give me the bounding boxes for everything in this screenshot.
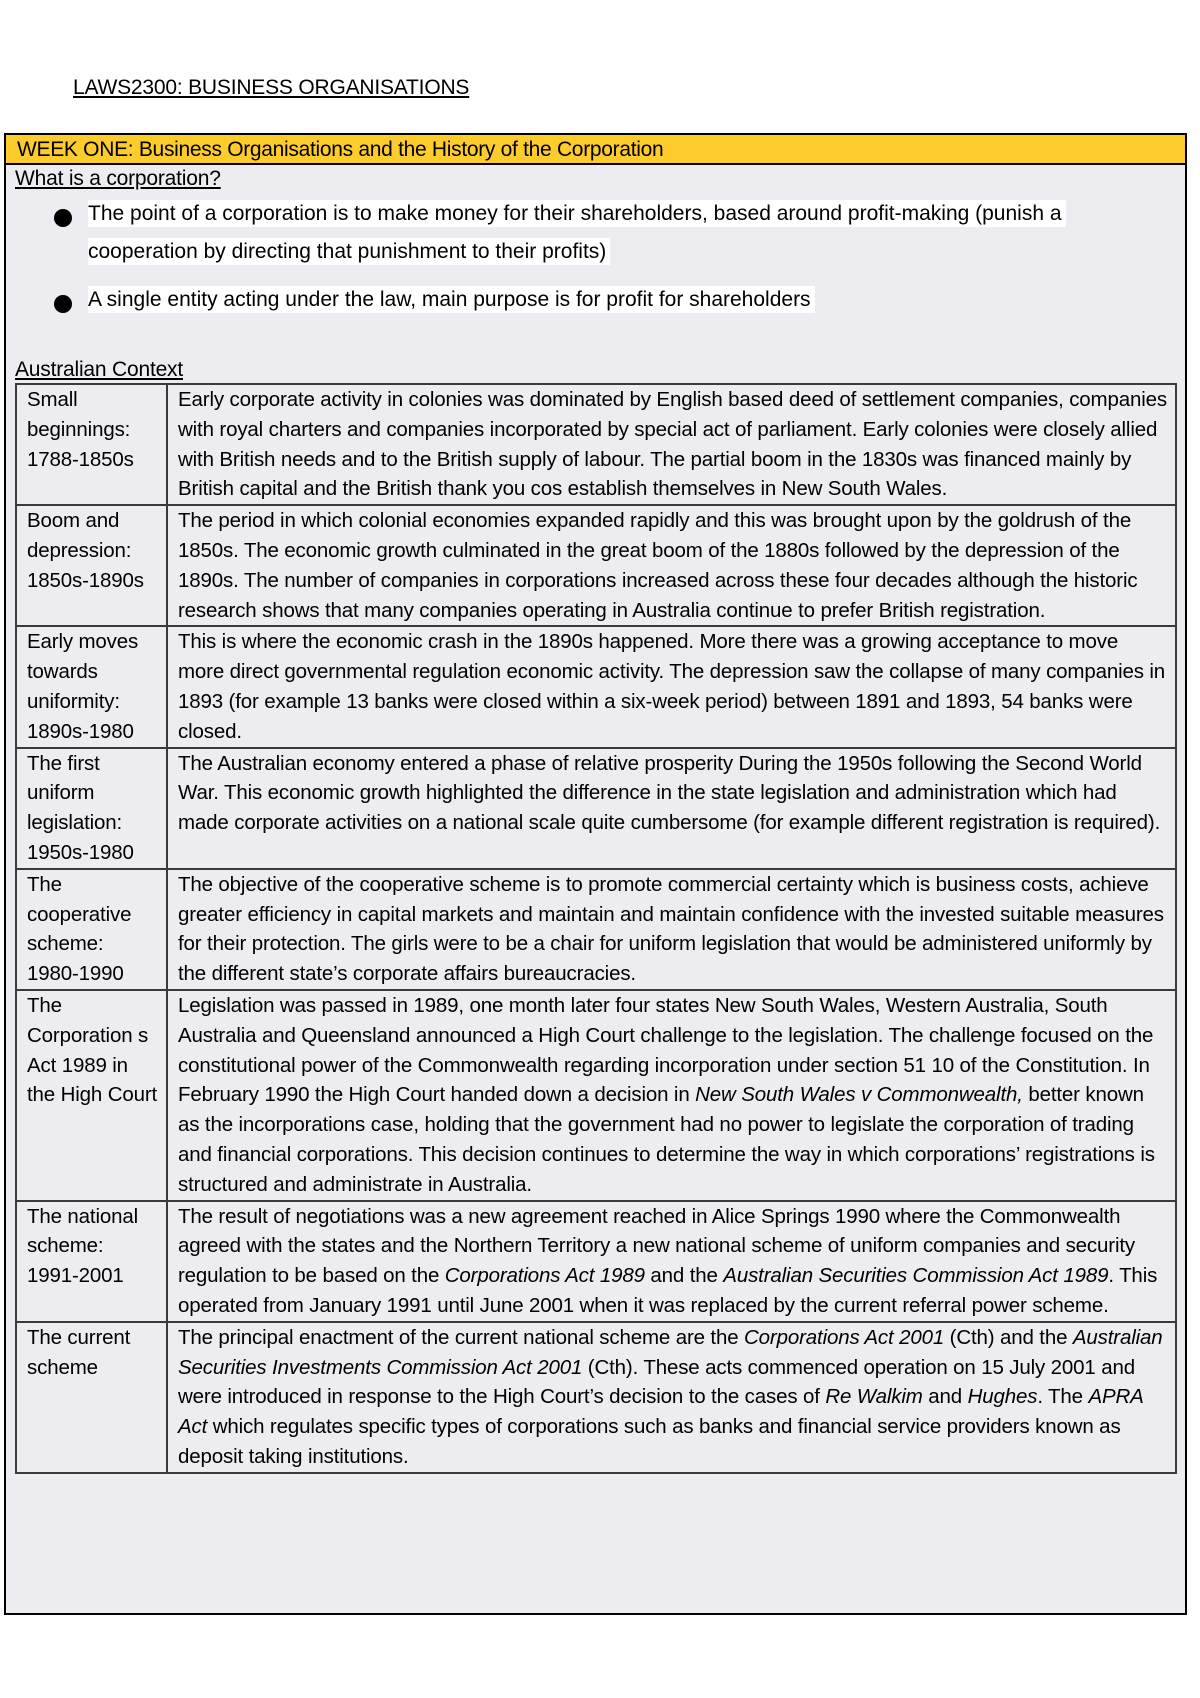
- act-name: Corporations Act 2001: [744, 1325, 945, 1349]
- act-name: APRA Act: [178, 1385, 1143, 1439]
- table-row: [16, 869, 1176, 990]
- document-title: LAWS2300: BUSINESS ORGANISATIONS: [73, 76, 470, 99]
- period-cell: Small beginnings: 1788-1850s: [16, 384, 167, 505]
- table-row: [16, 990, 1176, 1201]
- case-name: New South Wales v Commonwealth,: [695, 1083, 1023, 1107]
- description-cell: [167, 990, 1176, 1201]
- table-row: [16, 748, 1176, 869]
- case-name: Re Walkim: [825, 1385, 923, 1409]
- case-name: Hughes: [967, 1385, 1038, 1409]
- description-cell: The period in which colonial economies expanded rapidly and this was brought upon by the goldrush of the 1850s. The economic growth culminated in the great boom of the 1880s followed by the depression of the 1890s. The number of companies in corporations increased across these four decades although the historic research shows that many companies operating in Australia continue to prefer British registration.: [167, 505, 1176, 626]
- table-row: [16, 626, 1176, 747]
- description-cell: [167, 1322, 1176, 1473]
- bullet-dot-icon: [54, 209, 72, 227]
- bullet-text-line: A single entity acting under the law, main purpose is for profit for shareholders: [88, 286, 815, 313]
- description-cell: This is where the economic crash in the 1890s happened. More there was a growing acceptance to move more direct governmental regulation economic activity. The depression saw the collapse of many companies in 1893 (for example 13 banks were closed within a six-week period) between 1891 and 1893, 54 banks were closed.: [167, 626, 1176, 747]
- table-row: [16, 384, 1176, 505]
- description-text: The result of negotiations was a new agreement reached in Alice Springs 1990 where the Commonwealth agreed with the states and the Northern Territory a new national scheme of uniform companies and security regulation to be based on the: [178, 1204, 1135, 1288]
- description-text: . The: [1037, 1385, 1089, 1409]
- description-text: which regulates specific types of corporations such as banks and financial service providers known as deposit taking institutions.: [178, 1415, 1121, 1468]
- table-row: [16, 1201, 1176, 1322]
- description-text: . This operated from January 1991 until June 2001 when it was replaced by the current referral power scheme.: [178, 1264, 1158, 1317]
- description-cell: Early corporate activity in colonies was dominated by English based deed of settlement companies, companies with royal charters and companies incorporated by special act of parliament. Early colonies were closely allied with British needs and to the British supply of labour. The partial boom in the 1830s was financed mainly by British capital and the British thank you cos establish themselves in New South Wales.: [167, 384, 1176, 505]
- act-name: Australian Securities Commission Act 1989: [723, 1264, 1109, 1288]
- table-row: [16, 505, 1176, 626]
- act-name: Corporations Act 1989: [444, 1264, 645, 1288]
- period-cell: Early moves towards uniformity: 1890s-1980: [16, 626, 167, 747]
- period-cell: Boom and depression: 1850s-1890s: [16, 505, 167, 626]
- australian-context-heading: Australian Context: [15, 358, 183, 381]
- description-cell: The Australian economy entered a phase of relative prosperity During the 1950s following the Second World War. This economic growth highlighted the difference in the state legislation and administration which had made corporate activities on a national scale quite cumbersome (for example different registration is required).: [167, 748, 1176, 869]
- bullet-dot-icon: [54, 295, 72, 313]
- period-cell: The first uniform legislation: 1950s-1980: [16, 748, 167, 869]
- description-cell: [167, 1201, 1176, 1322]
- period-cell: The cooperative scheme: 1980-1990: [16, 869, 167, 990]
- description-text: Legislation was passed in 1989, one month later four states New South Wales, Western Australia, South Australia and Queensland announced a High Court challenge to the legislation. The challenge focused on the constitutional power of the Commonwealth regarding incorporation under section 51 10 of the Constitution. In February 1990 the High Court handed down a decision in: [178, 993, 1154, 1107]
- period-cell: The current scheme: [16, 1322, 167, 1473]
- description-text: The principal enactment of the current national scheme are the: [178, 1325, 745, 1349]
- australian-context-table: [15, 383, 1177, 1474]
- description-cell: The objective of the cooperative scheme is to promote commercial certainty which is business costs, achieve greater efficiency in capital markets and maintain and maintain confidence with the invested suitable measures for their protection. The girls were to be a chair for uniform legislation that would be administered uniformly by the different state’s corporate affairs bureaucracies.: [167, 869, 1176, 990]
- description-text: better known as the incorporations case, holding that the government had no power to legislate the corporation of trading and financial corporations. This decision continues to determine the way in which corporations’ registrations is structured and administrate in Australia.: [178, 1083, 1155, 1196]
- bullet-text-line: cooperation by directing that punishment to their profits): [88, 238, 610, 265]
- table-row: [16, 1322, 1176, 1473]
- description-text: and the: [644, 1264, 724, 1288]
- bullet-text-line: The point of a corporation is to make money for their shareholders, based around profit-making (punish a: [88, 200, 1066, 227]
- what-is-heading: What is a corporation?: [15, 167, 221, 190]
- description-text: (Cth). These acts commenced operation on 15 July 2001 and were introduced in response to the High Court’s decision to the cases of: [178, 1355, 1135, 1409]
- description-text: (Cth) and the: [944, 1325, 1073, 1349]
- period-cell: The Corporation s Act 1989 in the High Court: [16, 990, 167, 1201]
- period-cell: The national scheme: 1991-2001: [16, 1201, 167, 1322]
- act-name: Australian Securities Investments Commission Act 2001: [178, 1325, 1163, 1379]
- week-header: WEEK ONE: Business Organisations and the History of the Corporation: [4, 133, 1187, 165]
- description-text: and: [922, 1385, 968, 1409]
